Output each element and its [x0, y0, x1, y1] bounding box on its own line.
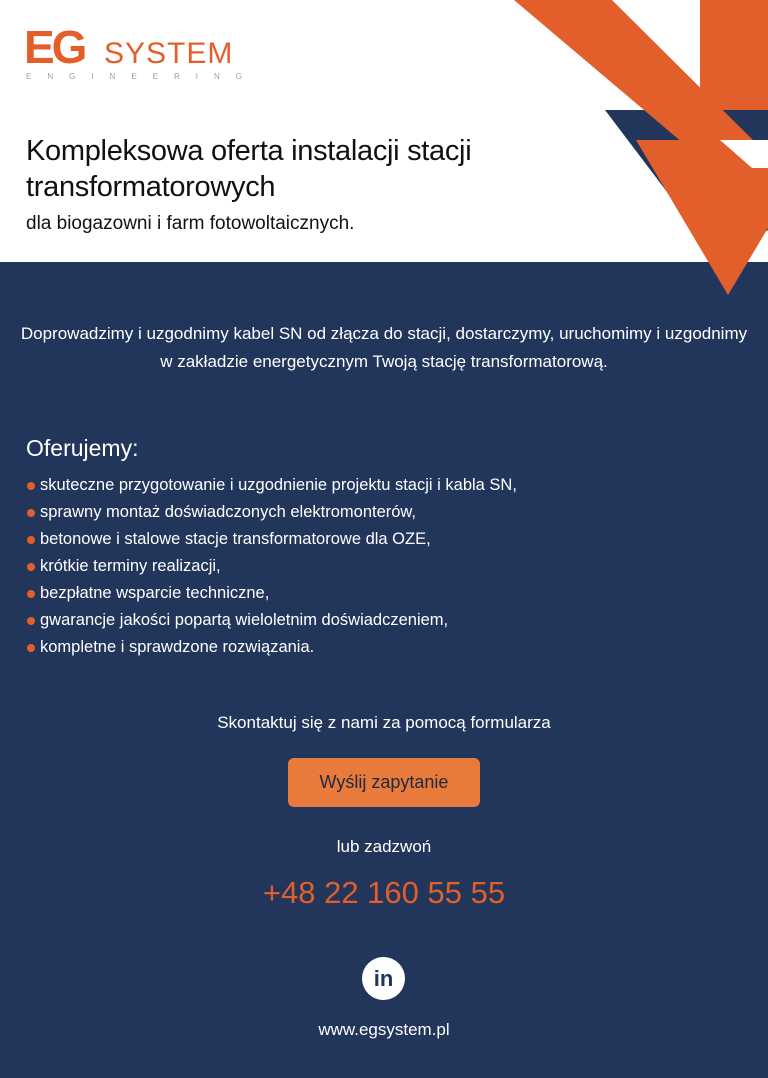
logo-tagline: ENGINEERING: [26, 72, 259, 81]
offer-item: bezpłatne wsparcie techniczne,: [26, 580, 517, 607]
linkedin-icon[interactable]: [362, 957, 405, 1000]
offer-item: gwarancje jakości popartą wieloletnim doświadczeniem,: [26, 607, 517, 634]
intro-paragraph: Doprowadzimy i uzgodnimy kabel SN od złącza do stacji, dostarczymy, uruchomimy i uzgodnimy w zakładzie energetycznym Twoją stację transformatorową.: [20, 324, 748, 371]
linkedin-glyph: in: [373, 966, 394, 991]
offer-item: betonowe i stalowe stacje transformatorowe dla OZE,: [26, 526, 517, 553]
offer-heading: Oferujemy:: [26, 435, 139, 461]
contact-prompt: Skontaktuj się z nami za pomocą formularza: [217, 713, 551, 732]
send-inquiry-button[interactable]: Wyślij zapytanie: [288, 758, 480, 807]
website-link[interactable]: www.egsystem.pl: [318, 1020, 450, 1039]
offer-item: krótkie terminy realizacji,: [26, 553, 517, 580]
offer-item: kompletne i sprawdzone rozwiązania.: [26, 634, 517, 661]
offer-item: skuteczne przygotowanie i uzgodnienie projektu stacji i kabla SN,: [26, 472, 517, 499]
logo-word: SYSTEM: [104, 37, 234, 70]
page-headline: Kompleksowa oferta instalacji stacji transformatorowych: [26, 135, 472, 203]
offer-item: sprawny montaż doświadczonych elektromonterów,: [26, 499, 517, 526]
or-call-text: lub zadzwoń: [336, 837, 432, 856]
logo-mark: EG: [24, 21, 85, 73]
company-logo[interactable]: [24, 21, 259, 86]
offer-list: [26, 472, 517, 661]
page-subheadline: dla biogazowni i farm fotowoltaicznych.: [26, 213, 355, 234]
phone-link[interactable]: +48 22 160 55 55: [262, 875, 506, 910]
